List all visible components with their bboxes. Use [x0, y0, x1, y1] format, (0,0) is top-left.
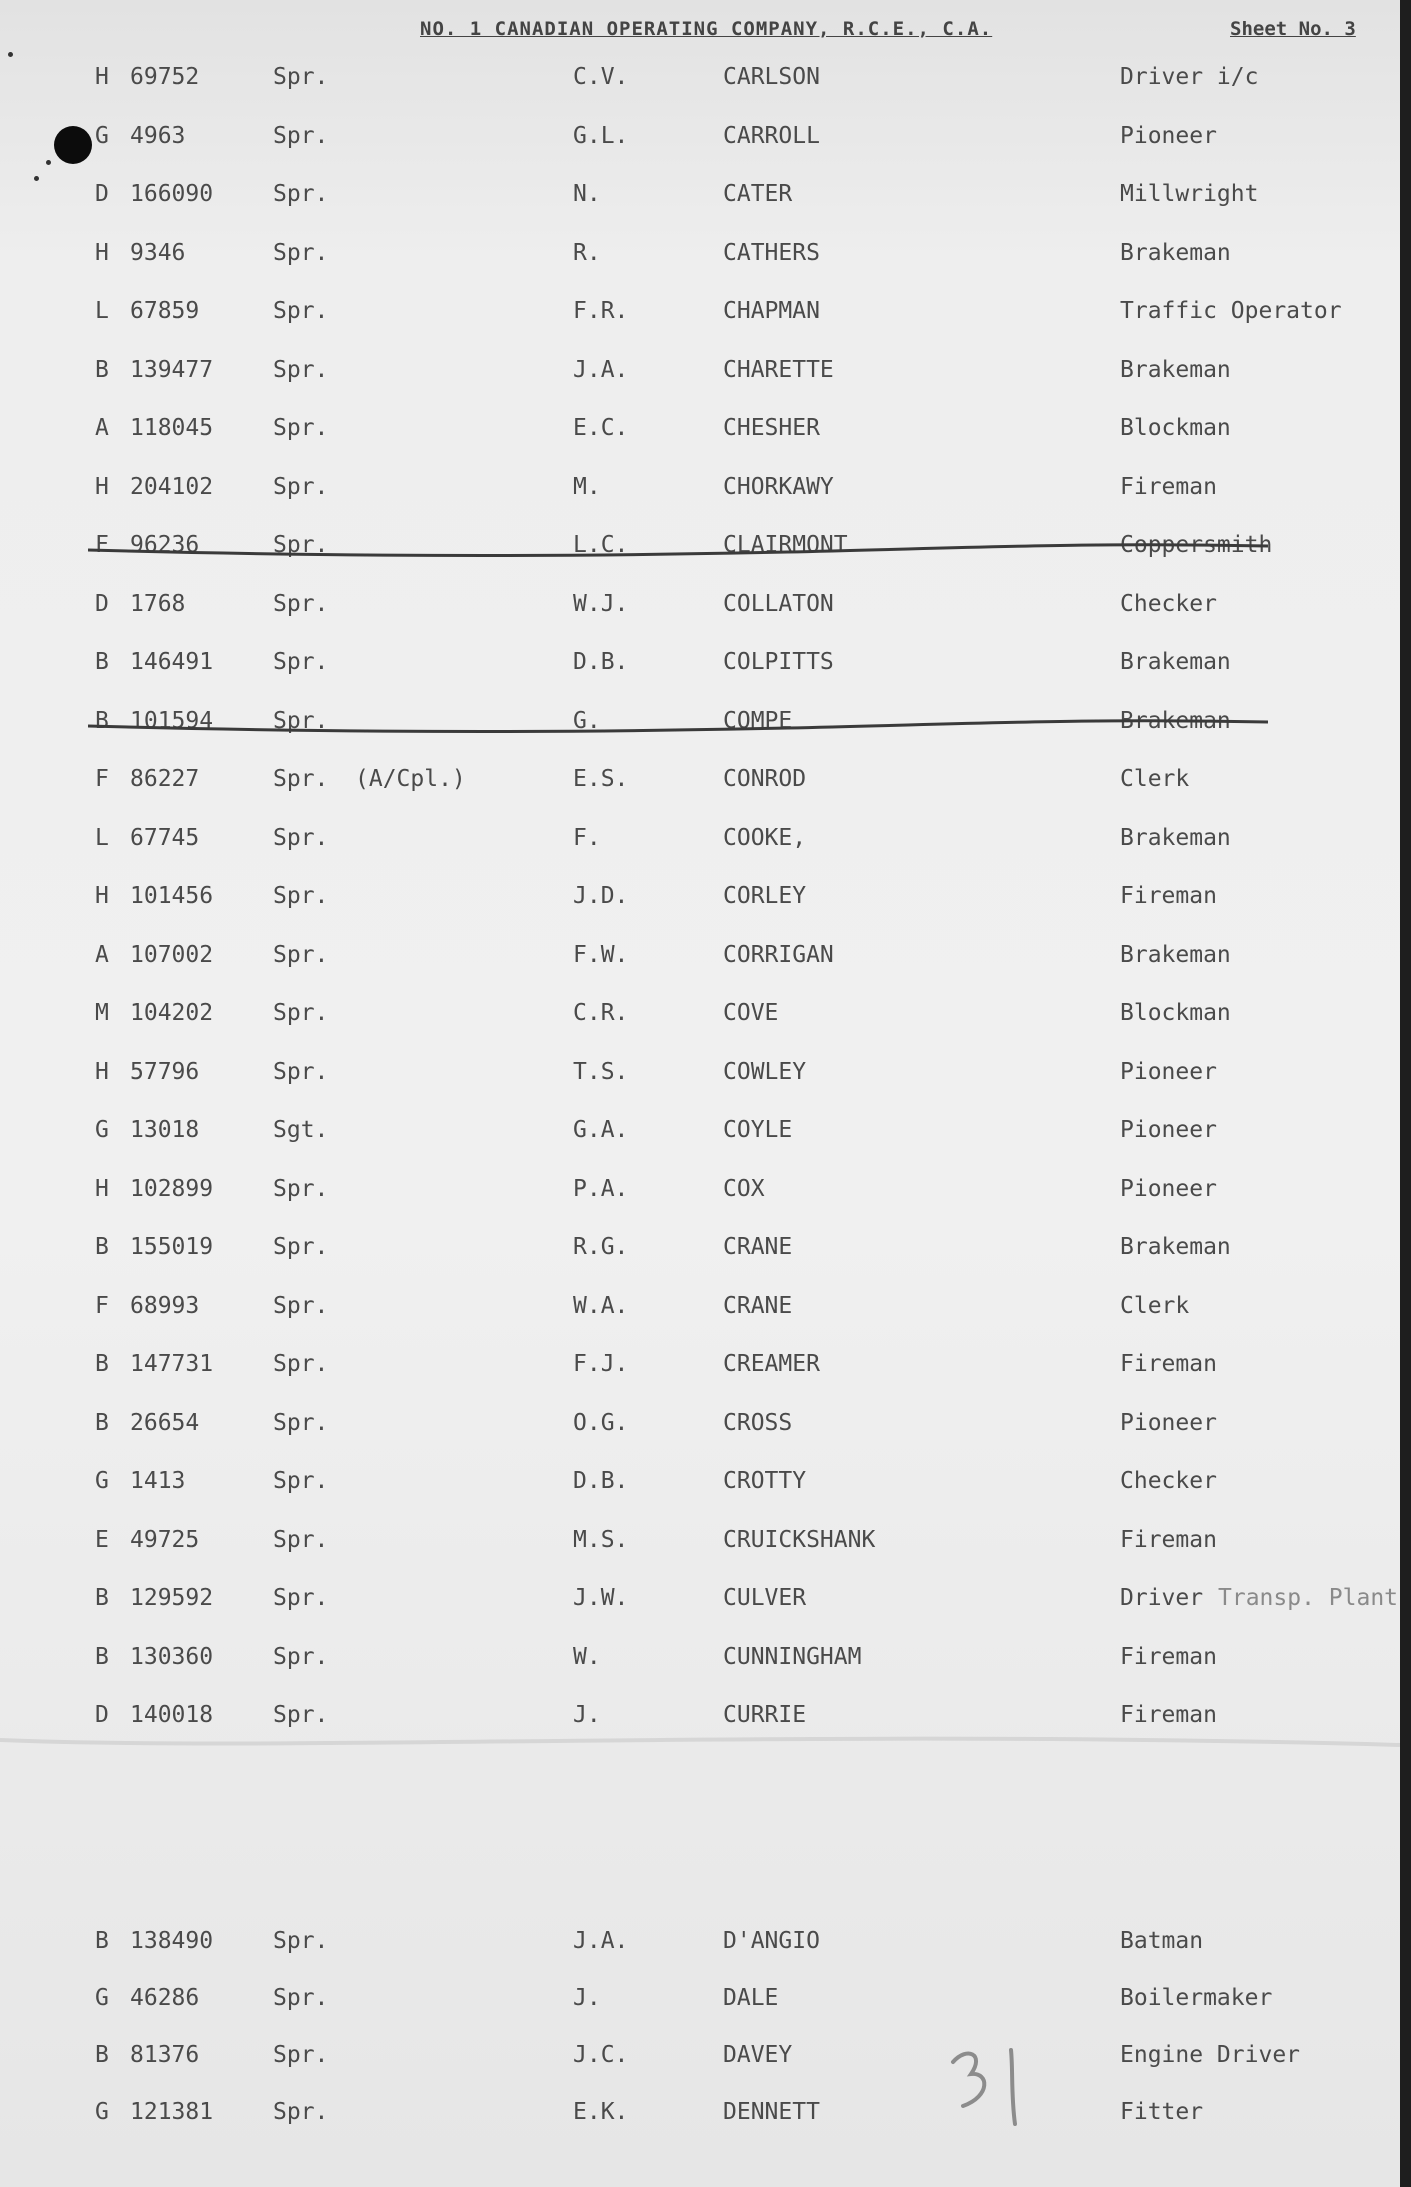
service-number: 86227: [130, 766, 200, 792]
trade: Pioneer: [1120, 122, 1217, 149]
trade: Clerk: [1120, 1292, 1190, 1319]
roster-row: [0, 1928, 1400, 1968]
roster-row: [0, 1351, 1400, 1391]
specks: [8, 52, 13, 57]
surname: CHORKAWY: [723, 473, 834, 500]
initials: G.: [573, 707, 601, 734]
trade: Batman: [1120, 1928, 1204, 1954]
series-letter: H: [95, 64, 109, 90]
initials: W.A.: [573, 1292, 629, 1319]
roster-row: [0, 1468, 1400, 1508]
roster-row: [0, 591, 1400, 631]
surname: CORRIGAN: [723, 941, 834, 968]
service-number: 107002: [130, 941, 214, 968]
roster-row: [0, 1000, 1400, 1040]
surname: COLPITTS: [723, 649, 834, 675]
initials: F.: [573, 824, 601, 851]
rank: Spr.: [273, 1702, 329, 1728]
series-letter: G: [95, 2099, 109, 2125]
initials: J.A.: [573, 1928, 629, 1954]
initials: J.W.: [573, 1585, 629, 1611]
trade: Checker: [1120, 1468, 1217, 1494]
series-letter: B: [95, 1409, 109, 1436]
service-number: 104202: [130, 1000, 214, 1026]
trade: Fitter: [1120, 2099, 1204, 2125]
rank: Spr.: [273, 1292, 329, 1319]
roster-row: [0, 1527, 1400, 1567]
roster-row: [0, 1059, 1400, 1099]
trade: Pioneer: [1120, 1175, 1217, 1202]
rank: Spr.: [273, 941, 329, 968]
service-number: 121381: [130, 2099, 214, 2125]
series-letter: B: [95, 1351, 109, 1377]
trade: Fireman: [1120, 1351, 1217, 1377]
roster-row: [0, 1985, 1400, 2025]
surname: CUNNINGHAM: [723, 1643, 862, 1670]
service-number: 46286: [130, 1985, 200, 2011]
series-letter: G: [95, 122, 109, 149]
service-number: 155019: [130, 1234, 214, 1260]
trade: Blockman: [1120, 1000, 1231, 1026]
roster-row: [0, 123, 1400, 163]
initials: T.S.: [573, 1058, 629, 1085]
roster-row: [0, 1585, 1400, 1625]
surname: COMPE: [723, 707, 793, 734]
series-letter: B: [95, 1928, 109, 1954]
trade: Brakeman: [1120, 1234, 1231, 1260]
roster-row: [0, 1644, 1400, 1684]
trade: Millwright: [1120, 181, 1259, 207]
initials: F.R.: [573, 298, 629, 324]
surname: DAVEY: [723, 2042, 793, 2068]
initials: E.S.: [573, 766, 629, 792]
page-header: [420, 18, 1400, 40]
service-number: 26654: [130, 1409, 200, 1436]
surname: CHESHER: [723, 415, 820, 441]
initials: J.: [573, 1985, 601, 2011]
series-letter: H: [95, 1058, 109, 1085]
trade: Pioneer: [1120, 1409, 1217, 1436]
series-letter: A: [95, 941, 109, 968]
surname: CARROLL: [723, 122, 820, 149]
trade: Driver i/c: [1120, 64, 1259, 90]
roster-row: [0, 298, 1400, 338]
series-letter: D: [95, 181, 109, 207]
rank: Spr.: [273, 1468, 329, 1494]
rank: Spr.: [273, 415, 329, 441]
surname: CRANE: [723, 1234, 793, 1260]
trade: Fireman: [1120, 473, 1217, 500]
initials: D.B.: [573, 1468, 629, 1494]
initials: J.A.: [573, 356, 629, 383]
service-number: 146491: [130, 649, 214, 675]
rank: Spr.: [273, 1526, 329, 1553]
service-number: 138490: [130, 1928, 214, 1954]
series-letter: B: [95, 1585, 109, 1611]
unit-title: NO. 1 CANADIAN OPERATING COMPANY, R.C.E., C.A.: [420, 18, 993, 40]
service-number: 140018: [130, 1702, 214, 1728]
service-number: 129592: [130, 1585, 214, 1611]
surname: DALE: [723, 1985, 779, 2011]
rank: Spr.: [273, 1000, 329, 1026]
service-number: 67745: [130, 824, 200, 851]
initials: C.R.: [573, 1000, 629, 1026]
rank: Spr.: [273, 766, 329, 792]
rank: Spr.: [273, 473, 329, 500]
service-number: 101456: [130, 883, 214, 909]
acting-rank: (A/Cpl.): [355, 766, 466, 792]
initials: D.B.: [573, 649, 629, 675]
service-number: 49725: [130, 1526, 200, 1553]
surname: CATHERS: [723, 239, 820, 266]
series-letter: F: [95, 766, 109, 792]
rank: Spr.: [273, 1643, 329, 1670]
service-number: 4963: [130, 122, 186, 149]
initials: E.C.: [573, 415, 629, 441]
rank: Spr.: [273, 64, 329, 90]
rank: Spr.: [273, 1928, 329, 1954]
series-letter: G: [95, 1117, 109, 1143]
roster-row: [0, 1234, 1400, 1274]
rank: Spr.: [273, 181, 329, 207]
trade: Clerk: [1120, 766, 1190, 792]
service-number: 1768: [130, 590, 186, 617]
roster-row: [0, 883, 1400, 923]
rank: Spr.: [273, 1585, 329, 1611]
trade: Driver: [1120, 1585, 1204, 1611]
series-letter: L: [95, 824, 109, 851]
service-number: 147731: [130, 1351, 214, 1377]
surname: CHARETTE: [723, 356, 834, 383]
trade-note: Transp. Plant: [1218, 1585, 1399, 1611]
rank: Spr.: [273, 883, 329, 909]
rank: Spr.: [273, 707, 329, 734]
initials: G.L.: [573, 122, 629, 149]
roster-row: [0, 357, 1400, 397]
trade: Brakeman: [1120, 239, 1231, 266]
surname: CLAIRMONT: [723, 532, 848, 558]
initials: F.J.: [573, 1351, 629, 1377]
initials: R.: [573, 239, 601, 266]
series-letter: F: [95, 1292, 109, 1319]
service-number: 139477: [130, 356, 214, 383]
initials: J.: [573, 1702, 601, 1728]
service-number: 69752: [130, 64, 200, 90]
rank: Sgt.: [273, 1117, 329, 1143]
surname: CULVER: [723, 1585, 807, 1611]
initials: E.K.: [573, 2099, 629, 2125]
rank: Spr.: [273, 1351, 329, 1377]
roster-row: [0, 532, 1400, 572]
surname: CONROD: [723, 766, 807, 792]
rank: Spr.: [273, 298, 329, 324]
series-letter: M: [95, 1000, 109, 1026]
rank: Spr.: [273, 649, 329, 675]
surname: COOKE,: [723, 824, 807, 851]
trade: Blockman: [1120, 415, 1231, 441]
roster-row: [0, 240, 1400, 280]
rank: Spr.: [273, 356, 329, 383]
series-letter: H: [95, 473, 109, 500]
rank: Spr.: [273, 1175, 329, 1202]
roster-row: [0, 708, 1400, 748]
trade: Brakeman: [1120, 824, 1231, 851]
initials: R.G.: [573, 1234, 629, 1260]
rank: Spr.: [273, 590, 329, 617]
service-number: 130360: [130, 1643, 214, 1670]
trade: Checker: [1120, 590, 1217, 617]
roster-row: [0, 942, 1400, 982]
trade: Brakeman: [1120, 707, 1231, 734]
surname: CORLEY: [723, 883, 807, 909]
trade: Brakeman: [1120, 941, 1231, 968]
series-letter: B: [95, 649, 109, 675]
pencil-annotation: [945, 2040, 1045, 2130]
series-letter: A: [95, 415, 109, 441]
initials: P.A.: [573, 1175, 629, 1202]
initials: W.J.: [573, 590, 629, 617]
series-letter: B: [95, 2042, 109, 2068]
surname: CURRIE: [723, 1702, 807, 1728]
surname: CROTTY: [723, 1468, 807, 1494]
surname: CREAMER: [723, 1351, 820, 1377]
rank: Spr.: [273, 122, 329, 149]
roster-row: [0, 1117, 1400, 1157]
service-number: 9346: [130, 239, 186, 266]
service-number: 102899: [130, 1175, 214, 1202]
series-letter: B: [95, 1643, 109, 1670]
service-number: 166090: [130, 181, 214, 207]
service-number: 1413: [130, 1468, 186, 1494]
series-letter: B: [95, 1234, 109, 1260]
rank: Spr.: [273, 1234, 329, 1260]
rank: Spr.: [273, 239, 329, 266]
trade: Coppersmith: [1120, 532, 1273, 558]
initials: F.W.: [573, 941, 629, 968]
rank: Spr.: [273, 2099, 329, 2125]
series-letter: B: [95, 707, 109, 734]
trade: Fireman: [1120, 1526, 1217, 1553]
trade: Traffic Operator: [1120, 298, 1342, 324]
surname: COWLEY: [723, 1058, 807, 1085]
initials: M.S.: [573, 1526, 629, 1553]
service-number: 101594: [130, 707, 214, 734]
surname: CHAPMAN: [723, 298, 820, 324]
rank: Spr.: [273, 1409, 329, 1436]
roster-row: [0, 649, 1400, 689]
trade: Pioneer: [1120, 1117, 1217, 1143]
initials: J.C.: [573, 2042, 629, 2068]
surname: COX: [723, 1175, 765, 1202]
initials: C.V.: [573, 64, 629, 90]
trade: Fireman: [1120, 883, 1217, 909]
series-letter: L: [95, 298, 109, 324]
surname: D'ANGIO: [723, 1928, 820, 1954]
surname: COYLE: [723, 1117, 793, 1143]
initials: L.C.: [573, 532, 629, 558]
initials: M.: [573, 473, 601, 500]
roster-row: [0, 1410, 1400, 1450]
surname: CRUICKSHANK: [723, 1526, 876, 1553]
series-letter: G: [95, 1985, 109, 2011]
initials: O.G.: [573, 1409, 629, 1436]
service-number: 67859: [130, 298, 200, 324]
rank: Spr.: [273, 1985, 329, 2011]
rank: Spr.: [273, 532, 329, 558]
trade: Fireman: [1120, 1702, 1217, 1728]
trade: Pioneer: [1120, 1058, 1217, 1085]
service-number: 57796: [130, 1058, 200, 1085]
service-number: 96236: [130, 532, 200, 558]
roster-row: [0, 1702, 1400, 1742]
service-number: 13018: [130, 1117, 200, 1143]
service-number: 68993: [130, 1292, 200, 1319]
initials: G.A.: [573, 1117, 629, 1143]
surname: CROSS: [723, 1409, 793, 1436]
trade: Brakeman: [1120, 649, 1231, 675]
initials: J.D.: [573, 883, 629, 909]
roster-row: [0, 181, 1400, 221]
trade: Engine Driver: [1120, 2042, 1301, 2068]
rank: Spr.: [273, 2042, 329, 2068]
service-number: 118045: [130, 415, 214, 441]
series-letter: H: [95, 239, 109, 266]
rank: Spr.: [273, 824, 329, 851]
roster-row: [0, 1176, 1400, 1216]
trade: Boilermaker: [1120, 1985, 1273, 2011]
surname: COVE: [723, 1000, 779, 1026]
series-letter: D: [95, 590, 109, 617]
rank: Spr.: [273, 1058, 329, 1085]
service-number: 204102: [130, 473, 214, 500]
series-letter: G: [95, 1468, 109, 1494]
roster-row: [0, 766, 1400, 806]
sheet-number: Sheet No. 3: [1230, 18, 1356, 40]
roster-row: [0, 1293, 1400, 1333]
surname: DENNETT: [723, 2099, 820, 2125]
series-letter: D: [95, 1702, 109, 1728]
trade: Brakeman: [1120, 356, 1231, 383]
strikethrough-line: [88, 716, 1268, 740]
surname: CARLSON: [723, 64, 820, 90]
roster-row: [0, 2042, 1400, 2082]
roster-row: [0, 474, 1400, 514]
surname: COLLATON: [723, 590, 834, 617]
roster-row: [0, 2099, 1400, 2139]
surname: CATER: [723, 181, 793, 207]
strikethrough-line: [88, 540, 1268, 564]
roster-row: [0, 415, 1400, 455]
series-letter: H: [95, 883, 109, 909]
series-letter: F: [95, 532, 109, 558]
series-letter: B: [95, 356, 109, 383]
roster-row: [0, 825, 1400, 865]
trade: Fireman: [1120, 1643, 1217, 1670]
initials: N.: [573, 181, 601, 207]
series-letter: E: [95, 1526, 109, 1553]
series-letter: H: [95, 1175, 109, 1202]
surname: CRANE: [723, 1292, 793, 1319]
service-number: 81376: [130, 2042, 200, 2068]
initials: W.: [573, 1643, 601, 1670]
roster-row: [0, 64, 1400, 104]
